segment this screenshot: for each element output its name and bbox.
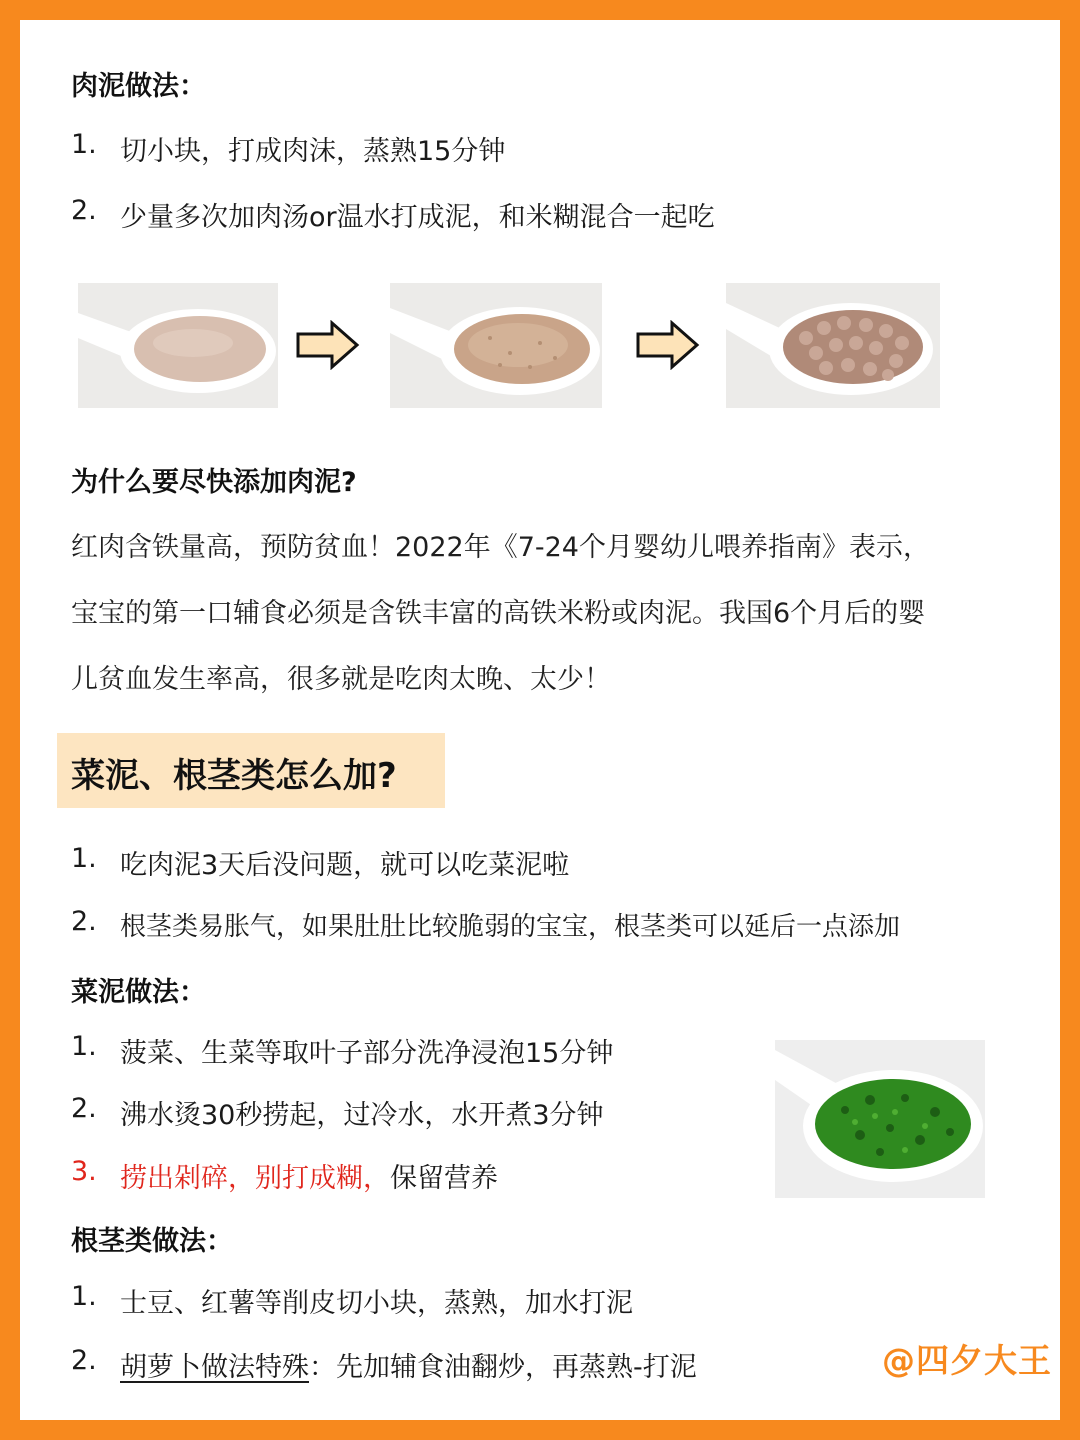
step-text: 菠菜、生菜等取叶子部分洗净浸泡15分钟 xyxy=(120,1038,614,1069)
arrow-right-icon xyxy=(636,320,700,370)
why-line: 儿贫血发生率高，很多就是吃肉太晚、太少！ xyxy=(71,664,611,695)
arrow-right-icon xyxy=(296,320,360,370)
step-text-rest: ：先加辅食油翻炒，再蒸熟-打泥 xyxy=(309,1352,697,1383)
why-line: 红肉含铁量高，预防贫血！2022年《7-24个月婴幼儿喂养指南》表示， xyxy=(71,532,930,563)
smooth-puree-spoon-image xyxy=(78,283,278,408)
step-text xyxy=(120,1156,498,1195)
step-text xyxy=(120,1345,697,1384)
step-number: 2. xyxy=(71,1093,97,1124)
step-text: 吃肉泥3天后没问题，就可以吃菜泥啦 xyxy=(120,850,570,881)
step-number: 1. xyxy=(71,843,97,874)
root-heading: 根茎类做法： xyxy=(71,1226,233,1257)
section-title: 菜泥、根茎类怎么加? xyxy=(71,756,397,796)
fine-minced-meat-spoon-image xyxy=(390,283,602,408)
step-text-underlined: 胡萝卜做法特殊 xyxy=(120,1352,309,1383)
why-heading: 为什么要尽快添加肉泥? xyxy=(71,467,357,498)
step-text: 士豆、红薯等削皮切小块，蒸熟，加水打泥 xyxy=(120,1288,633,1319)
step-text: 根茎类易胀气，如果肚肚比较脆弱的宝宝，根茎类可以延后一点添加 xyxy=(120,912,901,942)
step-number: 1. xyxy=(71,129,97,160)
step-text: 沸水烫30秒捞起，过冷水，水开煮3分钟 xyxy=(120,1100,604,1131)
step-number: 3. xyxy=(71,1156,97,1187)
chopped-spinach-spoon-image xyxy=(775,1040,985,1198)
coarse-minced-meat-spoon-image xyxy=(726,283,940,408)
meat-heading: 肉泥做法： xyxy=(71,71,206,102)
why-line: 宝宝的第一口辅食必须是含铁丰富的高铁米粉或肉泥。我国6个月后的婴 xyxy=(71,598,926,629)
step-number: 1. xyxy=(71,1281,97,1312)
step-text: 切小块，打成肉沫，蒸熟15分钟 xyxy=(120,136,506,167)
step-text: 少量多次加肉汤or温水打成泥，和米糊混合一起吃 xyxy=(120,202,715,233)
step-number: 2. xyxy=(71,1345,97,1376)
step-number: 1. xyxy=(71,1031,97,1062)
step-text-rest: 保留营养 xyxy=(390,1163,498,1194)
author-watermark: @四夕大王 xyxy=(882,1341,1052,1380)
section-title-banner xyxy=(57,733,445,808)
veg-heading: 菜泥做法： xyxy=(71,977,206,1008)
step-number: 2. xyxy=(71,906,97,937)
step-text-highlight: 捞出剁碎，别打成糊， xyxy=(120,1163,390,1194)
step-number: 2. xyxy=(71,195,97,226)
